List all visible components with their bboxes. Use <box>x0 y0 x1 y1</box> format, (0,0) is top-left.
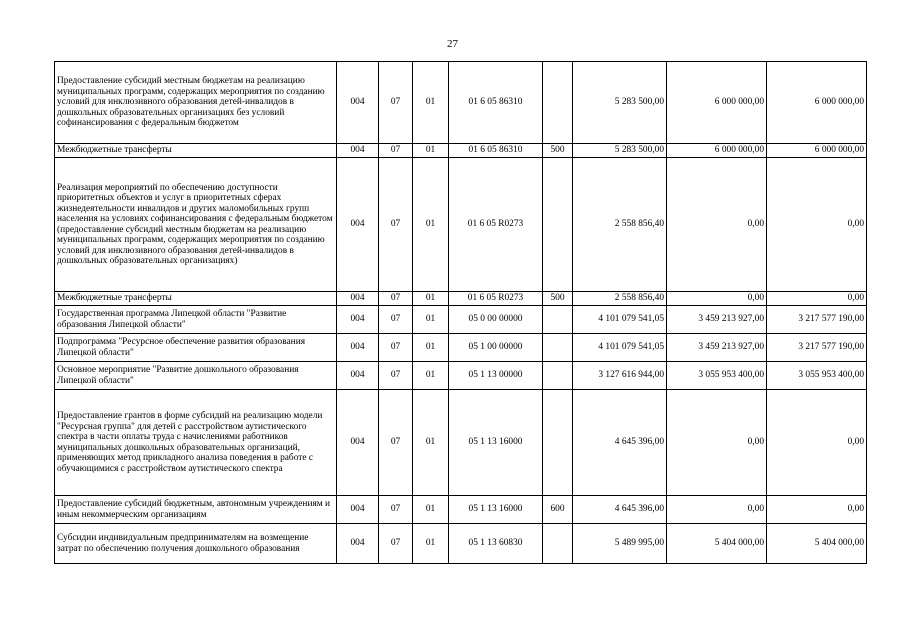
amount-year-1: 5 283 500,00 <box>573 144 667 158</box>
expense-type-code <box>543 62 573 144</box>
row-name: Государственная программа Липецкой области "Развитие образования Липецкой области" <box>55 306 337 334</box>
row-name: Субсидии индивидуальным предпринимателям на возмещение затрат по обеспечению получения дошкольного образования <box>55 524 337 564</box>
target-article-code: 05 1 13 16000 <box>449 496 543 524</box>
ministry-code: 004 <box>337 306 379 334</box>
ministry-code: 004 <box>337 362 379 390</box>
amount-year-3: 0,00 <box>767 292 867 306</box>
row-name: Межбюджетные трансферты <box>55 144 337 158</box>
expense-type-code: 500 <box>543 292 573 306</box>
amount-year-2: 6 000 000,00 <box>667 62 767 144</box>
amount-year-2: 0,00 <box>667 390 767 496</box>
table-row <box>55 158 867 292</box>
amount-year-3: 0,00 <box>767 496 867 524</box>
expense-type-code <box>543 524 573 564</box>
target-article-code: 05 1 13 00000 <box>449 362 543 390</box>
amount-year-3: 3 217 577 190,00 <box>767 306 867 334</box>
amount-year-1: 4 101 079 541,05 <box>573 334 667 362</box>
table-row <box>55 292 867 306</box>
target-article-code: 05 1 00 00000 <box>449 334 543 362</box>
amount-year-3: 6 000 000,00 <box>767 62 867 144</box>
row-name: Предоставление субсидий местным бюджетам на реализацию муниципальных программ, содержащих мероприятия по созданию условий для инклюзивного образования детей-инвалидов в дошкольных образовательных организациях без условий софинансирования с федеральным бюджетом <box>55 62 337 144</box>
target-article-code: 05 0 00 00000 <box>449 306 543 334</box>
expense-type-code <box>543 390 573 496</box>
amount-year-2: 3 459 213 927,00 <box>667 334 767 362</box>
target-article-code: 05 1 13 16000 <box>449 390 543 496</box>
subsection-code: 01 <box>413 158 449 292</box>
row-name: Реализация мероприятий по обеспечению доступности приоритетных объектов и услуг в приоритетных сферах жизнедеятельности инвалидов и других маломобильных групп населения на условиях софинансирования с федеральным бюджетом (предоставление субсидий местным бюджетам на реализацию муниципальных программ, содержащих мероприятия по созданию условий для инклюзивного образования детей-инвалидов в дошкольных образовательных организациях) <box>55 158 337 292</box>
table-row <box>55 524 867 564</box>
expense-type-code <box>543 158 573 292</box>
row-name: Предоставление грантов в форме субсидий на реализацию модели "Ресурсная группа" для детей с расстройством аутистического спектра в части оплаты труда с начислениями работников муниципальных дошкольных образовательных организаций, применяющих метод прикладного анализа поведения в работе с обучающимися с расстройством аутистического спектра <box>55 390 337 496</box>
amount-year-1: 2 558 856,40 <box>573 292 667 306</box>
amount-year-1: 4 645 396,00 <box>573 496 667 524</box>
amount-year-1: 2 558 856,40 <box>573 158 667 292</box>
ministry-code: 004 <box>337 334 379 362</box>
target-article-code: 01 6 05 R0273 <box>449 158 543 292</box>
amount-year-2: 0,00 <box>667 158 767 292</box>
expense-type-code <box>543 362 573 390</box>
expense-type-code: 600 <box>543 496 573 524</box>
row-name: Основное мероприятие "Развитие дошкольного образования Липецкой области" <box>55 362 337 390</box>
section-code: 07 <box>379 496 413 524</box>
target-article-code: 01 6 05 R0273 <box>449 292 543 306</box>
amount-year-2: 3 459 213 927,00 <box>667 306 767 334</box>
section-code: 07 <box>379 334 413 362</box>
amount-year-3: 6 000 000,00 <box>767 144 867 158</box>
section-code: 07 <box>379 362 413 390</box>
budget-table <box>54 61 867 564</box>
subsection-code: 01 <box>413 362 449 390</box>
row-name: Предоставление субсидий бюджетным, автономным учреждениям и иным некоммерческим организациям <box>55 496 337 524</box>
target-article-code: 05 1 13 60830 <box>449 524 543 564</box>
amount-year-3: 5 404 000,00 <box>767 524 867 564</box>
target-article-code: 01 6 05 86310 <box>449 62 543 144</box>
amount-year-1: 3 127 616 944,00 <box>573 362 667 390</box>
table-row <box>55 496 867 524</box>
ministry-code: 004 <box>337 292 379 306</box>
target-article-code: 01 6 05 86310 <box>449 144 543 158</box>
expense-type-code <box>543 306 573 334</box>
subsection-code: 01 <box>413 62 449 144</box>
amount-year-3: 3 217 577 190,00 <box>767 334 867 362</box>
page-number: 27 <box>447 38 458 50</box>
amount-year-2: 0,00 <box>667 496 767 524</box>
subsection-code: 01 <box>413 334 449 362</box>
table-row <box>55 362 867 390</box>
amount-year-1: 4 101 079 541,05 <box>573 306 667 334</box>
expense-type-code: 500 <box>543 144 573 158</box>
subsection-code: 01 <box>413 306 449 334</box>
subsection-code: 01 <box>413 496 449 524</box>
amount-year-1: 5 489 995,00 <box>573 524 667 564</box>
section-code: 07 <box>379 390 413 496</box>
expense-type-code <box>543 334 573 362</box>
table-row <box>55 390 867 496</box>
ministry-code: 004 <box>337 390 379 496</box>
table-row <box>55 334 867 362</box>
subsection-code: 01 <box>413 144 449 158</box>
amount-year-2: 3 055 953 400,00 <box>667 362 767 390</box>
amount-year-1: 5 283 500,00 <box>573 62 667 144</box>
ministry-code: 004 <box>337 62 379 144</box>
ministry-code: 004 <box>337 496 379 524</box>
amount-year-1: 4 645 396,00 <box>573 390 667 496</box>
section-code: 07 <box>379 292 413 306</box>
table-row <box>55 306 867 334</box>
section-code: 07 <box>379 144 413 158</box>
amount-year-2: 6 000 000,00 <box>667 144 767 158</box>
ministry-code: 004 <box>337 524 379 564</box>
amount-year-3: 0,00 <box>767 158 867 292</box>
amount-year-2: 5 404 000,00 <box>667 524 767 564</box>
amount-year-3: 3 055 953 400,00 <box>767 362 867 390</box>
section-code: 07 <box>379 62 413 144</box>
section-code: 07 <box>379 524 413 564</box>
ministry-code: 004 <box>337 144 379 158</box>
table-row <box>55 144 867 158</box>
budget-table-body <box>55 62 867 564</box>
section-code: 07 <box>379 306 413 334</box>
section-code: 07 <box>379 158 413 292</box>
table-row <box>55 62 867 144</box>
row-name: Подпрограмма "Ресурсное обеспечение развития образования Липецкой области" <box>55 334 337 362</box>
amount-year-2: 0,00 <box>667 292 767 306</box>
amount-year-3: 0,00 <box>767 390 867 496</box>
subsection-code: 01 <box>413 390 449 496</box>
ministry-code: 004 <box>337 158 379 292</box>
subsection-code: 01 <box>413 524 449 564</box>
row-name: Межбюджетные трансферты <box>55 292 337 306</box>
subsection-code: 01 <box>413 292 449 306</box>
